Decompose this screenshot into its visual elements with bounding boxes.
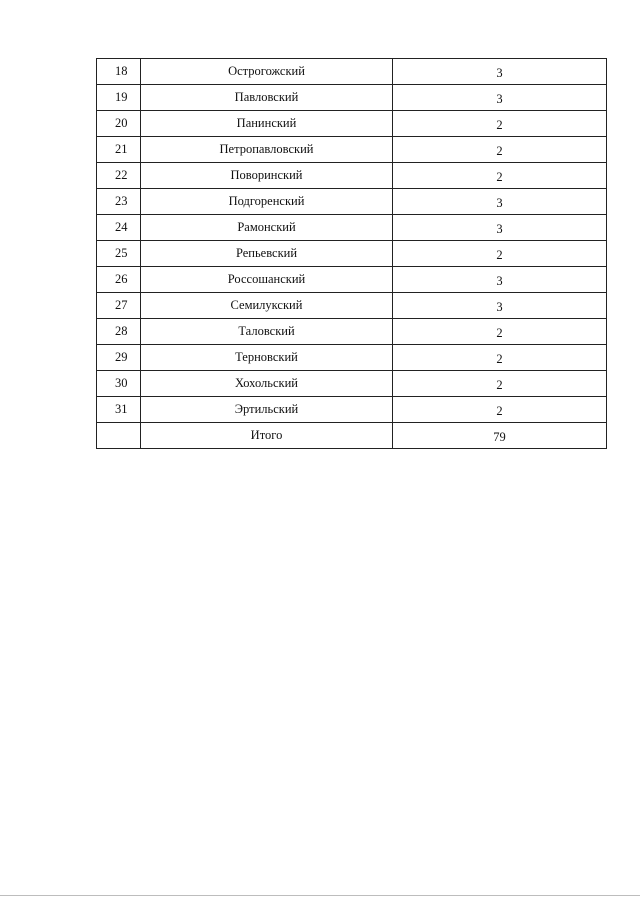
- total-count: 79: [493, 430, 506, 444]
- count-value: 2: [496, 326, 503, 340]
- district-name: Петропавловский: [141, 137, 393, 163]
- district-name: Панинский: [141, 111, 393, 137]
- district-name: Острогожский: [141, 59, 393, 85]
- count-cell: [393, 215, 607, 241]
- count-value: 3: [496, 222, 503, 236]
- count-cell: [393, 371, 607, 397]
- count-cell: [393, 267, 607, 293]
- table-row: [97, 163, 607, 189]
- count-value: 2: [496, 352, 503, 366]
- count-value: 2: [496, 378, 503, 392]
- districts-table: [96, 58, 607, 449]
- district-name: Поворинский: [141, 163, 393, 189]
- count-value: 2: [496, 144, 503, 158]
- count-cell: [393, 85, 607, 111]
- count-value: 3: [496, 196, 503, 210]
- count-cell: [393, 397, 607, 423]
- table-row: [97, 319, 607, 345]
- row-number: 20: [97, 111, 141, 137]
- table-row: [97, 371, 607, 397]
- district-name: Репьевский: [141, 241, 393, 267]
- row-number: 23: [97, 189, 141, 215]
- count-cell: [393, 59, 607, 85]
- total-number: [97, 423, 141, 449]
- count-cell: [393, 111, 607, 137]
- count-value: 3: [496, 300, 503, 314]
- count-cell: [393, 163, 607, 189]
- district-name: Россошанский: [141, 267, 393, 293]
- row-number: 30: [97, 371, 141, 397]
- count-value: 3: [496, 92, 503, 106]
- count-value: 2: [496, 170, 503, 184]
- total-label: Итого: [141, 423, 393, 449]
- count-value: 3: [496, 66, 503, 80]
- row-number: 18: [97, 59, 141, 85]
- table-row: [97, 241, 607, 267]
- table-row: [97, 59, 607, 85]
- table-body: [97, 59, 607, 449]
- row-number: 28: [97, 319, 141, 345]
- row-number: 24: [97, 215, 141, 241]
- district-name: Рамонский: [141, 215, 393, 241]
- count-cell: [393, 345, 607, 371]
- row-number: 27: [97, 293, 141, 319]
- district-name: Терновский: [141, 345, 393, 371]
- district-name: Хохольский: [141, 371, 393, 397]
- count-cell: [393, 189, 607, 215]
- table-row: [97, 189, 607, 215]
- count-value: 3: [496, 274, 503, 288]
- district-name: Эртильский: [141, 397, 393, 423]
- row-number: 22: [97, 163, 141, 189]
- row-number: 25: [97, 241, 141, 267]
- district-name: Таловский: [141, 319, 393, 345]
- row-number: 31: [97, 397, 141, 423]
- table-row: [97, 215, 607, 241]
- table-row: [97, 137, 607, 163]
- table-row: [97, 85, 607, 111]
- count-value: 2: [496, 404, 503, 418]
- count-value: 2: [496, 118, 503, 132]
- total-row: [97, 423, 607, 449]
- count-cell: [393, 241, 607, 267]
- count-cell: [393, 319, 607, 345]
- table-row: [97, 267, 607, 293]
- row-number: 29: [97, 345, 141, 371]
- table-row: [97, 345, 607, 371]
- row-number: 21: [97, 137, 141, 163]
- count-cell: [393, 137, 607, 163]
- district-name: Подгоренский: [141, 189, 393, 215]
- table-row: [97, 111, 607, 137]
- row-number: 26: [97, 267, 141, 293]
- count-value: 2: [496, 248, 503, 262]
- row-number: 19: [97, 85, 141, 111]
- total-count-cell: [393, 423, 607, 449]
- district-name: Павловский: [141, 85, 393, 111]
- table-row: [97, 397, 607, 423]
- count-cell: [393, 293, 607, 319]
- district-name: Семилукский: [141, 293, 393, 319]
- table-row: [97, 293, 607, 319]
- page-edge-line: [0, 895, 640, 896]
